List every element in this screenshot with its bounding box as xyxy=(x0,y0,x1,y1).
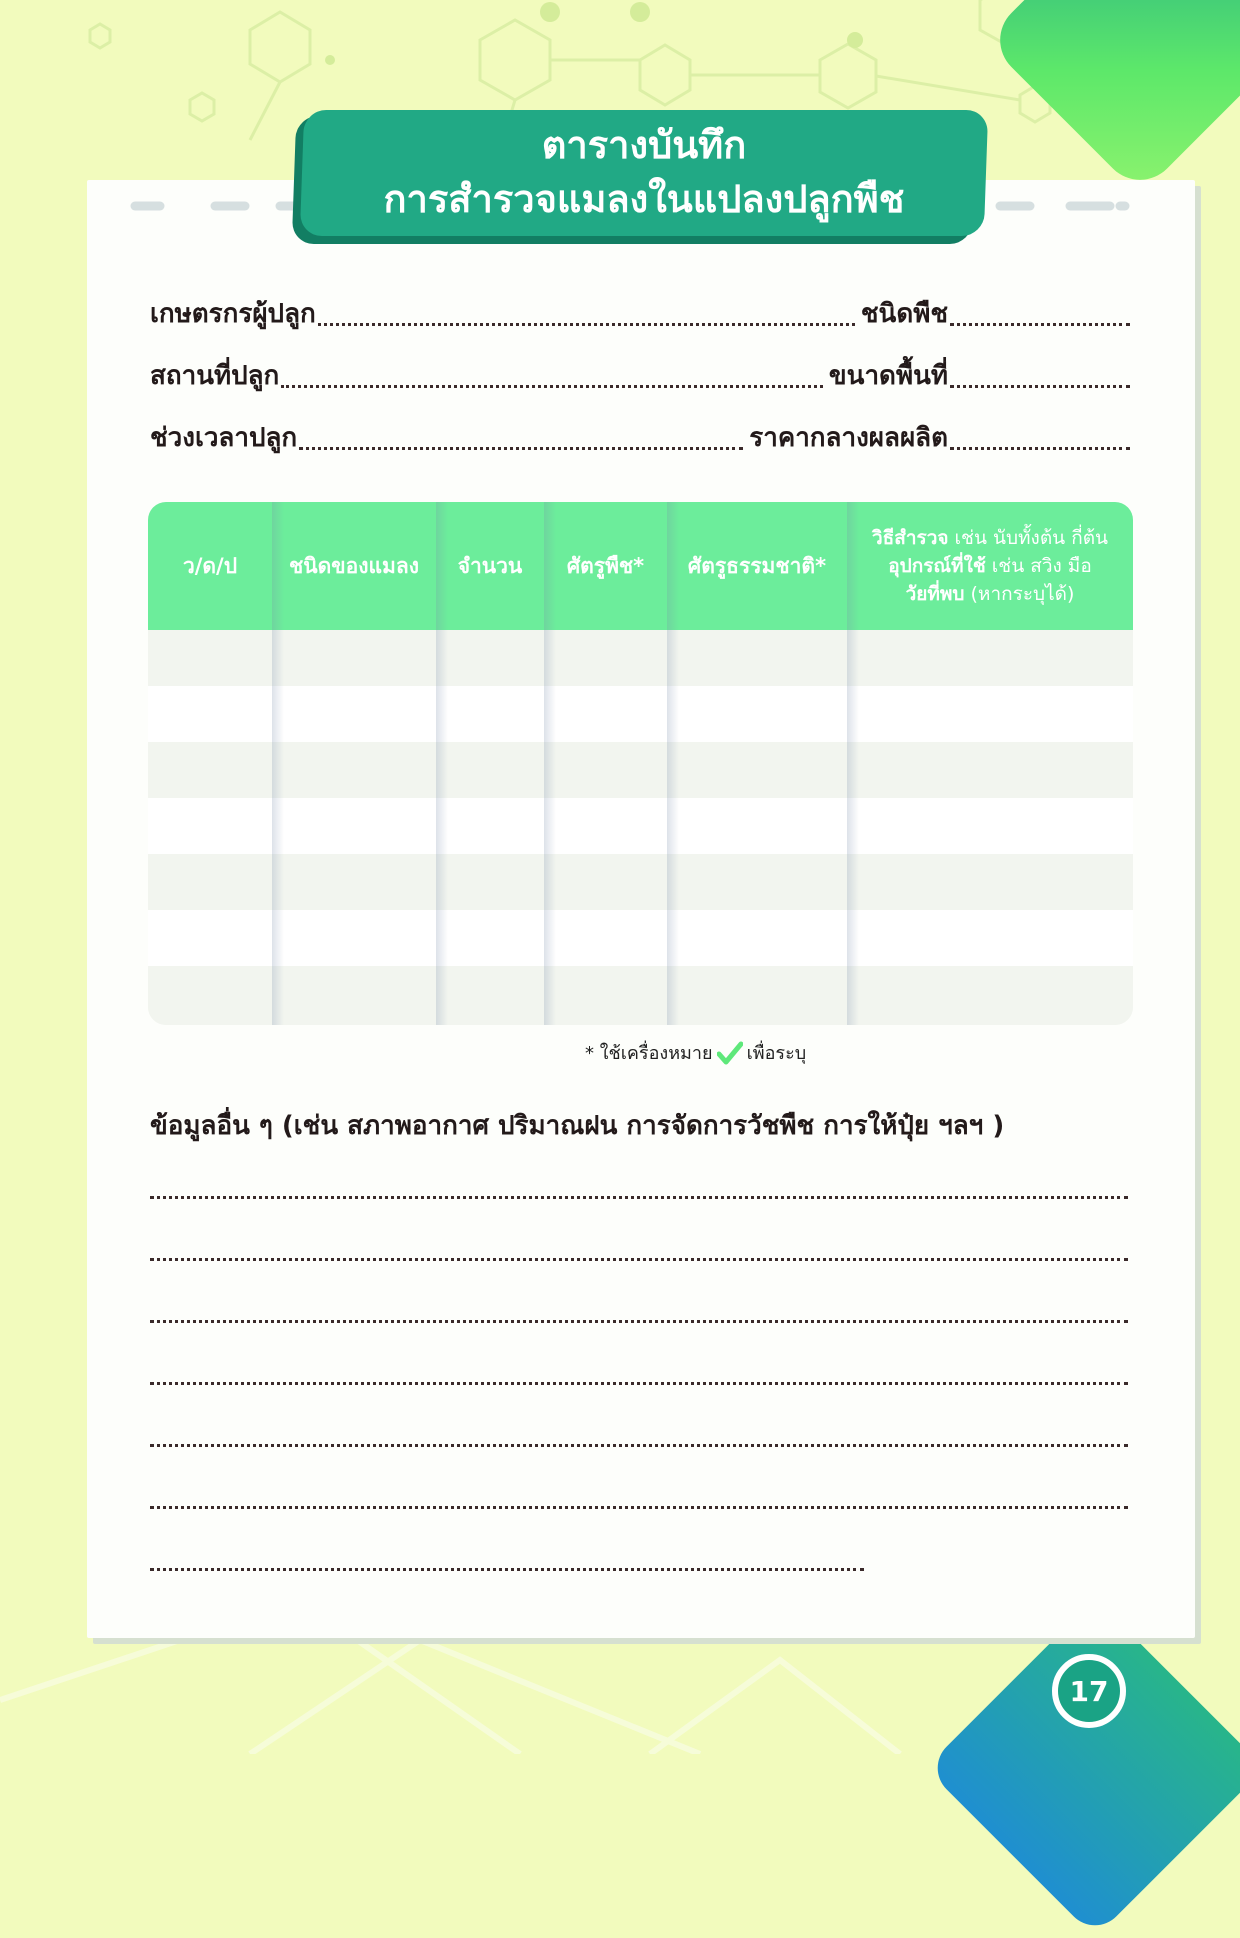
method-label: วิธีสำรวจ xyxy=(871,527,949,549)
farmer-blank[interactable] xyxy=(318,322,855,326)
table-row[interactable] xyxy=(148,686,1133,742)
table-row[interactable] xyxy=(148,742,1133,798)
column-divider xyxy=(667,502,679,1025)
crop-type-label: ชนิดพืช xyxy=(860,299,948,329)
column-divider xyxy=(847,502,859,1025)
area-size-label: ขนาดพื้นที่ xyxy=(828,361,948,391)
column-divider xyxy=(544,502,556,1025)
location-label: สถานที่ปลูก xyxy=(150,361,280,391)
period-blank[interactable] xyxy=(299,446,743,450)
table-row[interactable] xyxy=(148,966,1133,1025)
field-row-location xyxy=(150,352,1130,396)
area-size-blank[interactable] xyxy=(950,384,1130,388)
check-mark-icon xyxy=(717,1041,743,1065)
table-row[interactable] xyxy=(148,854,1133,910)
other-info-line[interactable] xyxy=(150,1440,1128,1447)
page-title xyxy=(302,118,986,226)
price-blank[interactable] xyxy=(950,446,1130,450)
stage-example: (หากระบุได้) xyxy=(964,583,1075,605)
table-footnote xyxy=(585,1038,806,1067)
column-divider xyxy=(272,502,284,1025)
header-survey-method xyxy=(847,502,1133,630)
field-row-period xyxy=(150,414,1130,458)
other-info-line[interactable] xyxy=(150,1192,1128,1199)
method-example: เช่น นับทั้งต้น กี่ต้น xyxy=(948,527,1109,549)
table-row[interactable] xyxy=(148,798,1133,854)
price-label: ราคากลางผลผลิต xyxy=(749,423,948,453)
field-row-farmer xyxy=(150,290,1130,334)
page-number-badge: 17 xyxy=(1052,1654,1126,1728)
header-pest: ศัตรูพืช* xyxy=(566,554,645,578)
farmer-label: เกษตรกรผู้ปลูก xyxy=(150,299,316,329)
header-date: ว/ด/ป xyxy=(182,554,238,578)
column-divider xyxy=(436,502,448,1025)
title-line-1: ตารางบันทึก xyxy=(541,123,747,167)
equipment-label: อุปกรณ์ที่ใช้ xyxy=(888,555,986,577)
table-row[interactable] xyxy=(148,910,1133,966)
table-row[interactable] xyxy=(148,630,1133,686)
insect-survey-table xyxy=(148,502,1133,1025)
header-natural-enemy: ศัตรูธรรมชาติ* xyxy=(687,554,827,578)
period-label: ช่วงเวลาปลูก xyxy=(150,423,298,453)
other-info-line[interactable] xyxy=(150,1564,864,1571)
other-info-line[interactable] xyxy=(150,1316,1128,1323)
crop-type-blank[interactable] xyxy=(950,322,1130,326)
footnote-text-after: เพื่อระบุ xyxy=(746,1043,807,1064)
footnote-text-before: * ใช้เครื่องหมาย xyxy=(585,1043,713,1064)
header-insect-type: ชนิดของแมลง xyxy=(289,554,419,578)
table-header xyxy=(148,502,1133,630)
title-line-2: การสำรวจแมลงในแปลงปลูกพืช xyxy=(383,177,905,221)
other-info-title: ข้อมูลอื่น ๆ (เช่น สภาพอากาศ ปริมาณฝน การจัดการวัชพืช การให้ปุ๋ย ฯลฯ ) xyxy=(150,1111,1005,1141)
other-info-line[interactable] xyxy=(150,1378,1128,1385)
other-info-line[interactable] xyxy=(150,1502,1128,1509)
other-info-line[interactable] xyxy=(150,1254,1128,1261)
header-quantity: จำนวน xyxy=(457,554,523,578)
equipment-example: เช่น สวิง มือ xyxy=(985,555,1092,577)
stage-label: วัยที่พบ xyxy=(905,583,965,605)
location-blank[interactable] xyxy=(281,384,823,388)
